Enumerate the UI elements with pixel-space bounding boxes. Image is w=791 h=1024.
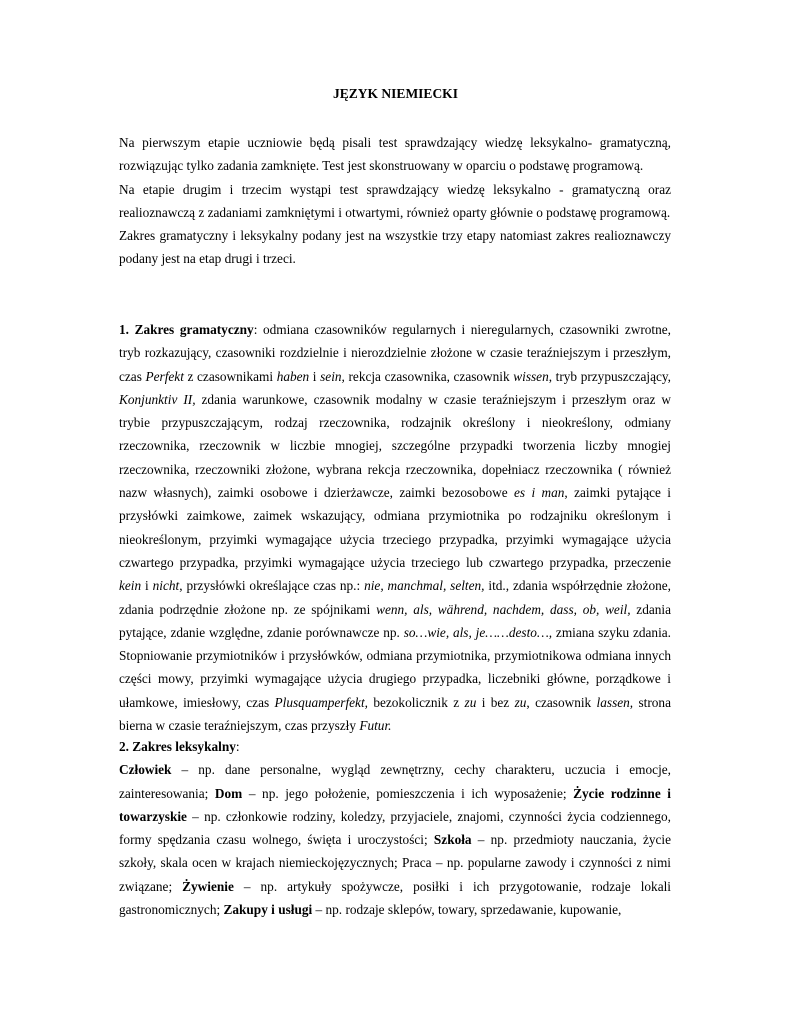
grammar-text: , czasownik <box>526 694 597 710</box>
grammar-text: i <box>309 368 321 384</box>
lexis-topic: Zakupy i usługi <box>223 902 313 918</box>
grammar-text: , przysłówki określające czas np.: <box>179 578 365 594</box>
lexis-paragraph <box>119 758 671 921</box>
lexis-colon: : <box>235 739 240 754</box>
intro-section <box>119 131 671 271</box>
lexis-text: – np. członkowie rodziny, koledzy, przyjaciele, znajomi, czynności życia codziennego, formy spędzania czasu wolnego, święta i uroczystości; <box>119 808 671 848</box>
grammar-term: Konjunktiv II, <box>119 391 196 407</box>
lexis-topic: Dom <box>214 785 243 801</box>
grammar-text: zdania warunkowe, czasownik modalny w czasie teraźniejszym i przeszłym oraz w trybie przypuszczającym, rodzaj rzeczownika, rodzajnik określony i nieokreślony, odmiany rzeczownika, rzeczownik w liczbie mnogiej, szczególne przypadki tworzenia liczby mnogiej rzeczownika, rzeczowniki złożone, wybrana rekcja rzeczownika, dopełniacz rzeczownika ( również nazw własnych), zaimki osobowe i dzierżawcze, zaimki bezosobowe <box>119 391 671 501</box>
grammar-term: lassen, <box>596 694 634 710</box>
grammar-term: wissen <box>513 368 549 384</box>
grammar-term: nie, manchmal, selten, <box>364 578 485 594</box>
lexis-text: – np. dane personalne, wygląd zewnętrzny, cechy charakteru, uczucia i emocje, zainteresowania; <box>119 762 671 801</box>
lexis-heading: 2. Zakres leksykalny <box>119 739 236 754</box>
lexis-text: – np. artykuły spożywcze, posiłki i ich przygotowanie, rodzaje lokali gastronomicznych; <box>119 878 671 918</box>
grammar-term: Futur. <box>359 718 392 734</box>
grammar-text: z czasownikami <box>183 368 277 384</box>
grammar-term: haben <box>276 368 310 384</box>
grammar-term: Perfekt <box>145 368 184 384</box>
grammar-text: zmiana szyku zdania. Stopniowanie przymiotników i przysłówków, odmiana przymiotnika, przymiotnikowa odmiana innych części mowy, przyimki wymagające użycia drugiego przypadka, liczebniki główne, porządkowe i ułamkowe, imiesłowy, czas <box>119 624 672 710</box>
grammar-heading: 1. Zakres gramatyczny <box>119 322 254 337</box>
intro-paragraph-2: Na etapie drugim i trzecim wystąpi test sprawdzający wiedzę leksykalno - gramatyczną oraz realioznawczą z zadaniami zamkniętymi i otwartymi, również oparty głównie o podstawę programową. <box>119 181 671 220</box>
grammar-text: bezokolicznik z <box>367 694 465 710</box>
lexis-topic: Szkoła <box>433 832 472 848</box>
grammar-text: zdania pytające, zdanie względne, zdanie porównawcze np. <box>119 601 672 640</box>
lexis-text: – np. rodzaje sklepów, towary, sprzedawanie, kupowanie, <box>312 902 622 918</box>
grammar-text: , tryb przypuszczający, <box>548 368 672 384</box>
grammar-text: strona bierna w czasie teraźniejszym, czas przyszły <box>119 694 671 734</box>
grammar-term: sein, <box>320 368 345 384</box>
grammar-text: : odmiana czasowników regularnych i nieregularnych, czasowniki zwrotne, tryb rozkazujący, czasowniki rozdzielnie i nierozdzielnie złożone w czasie teraźniejszym i przeszłym, czas <box>119 322 671 384</box>
lexis-heading-line <box>119 735 671 758</box>
intro-paragraph-1: Na pierwszym etapie uczniowie będą pisali test sprawdzający wiedzę leksykalno- gramatyczną, rozwiązując tylko zadania zamknięte. Test jest skonstruowany w oparciu o podstawę programową. <box>119 135 671 174</box>
grammar-term: Plusquamperfekt, <box>274 694 368 710</box>
grammar-term: kein <box>119 578 142 594</box>
grammar-section <box>119 318 671 737</box>
grammar-text: itd., zdania współrzędnie złożone, zdania podrzędnie złożone np. ze spójnikami <box>119 578 672 617</box>
grammar-term: nicht <box>152 578 180 594</box>
lexis-topic: Żywienie <box>182 878 234 894</box>
lexis-topic: Człowiek <box>119 762 172 778</box>
lexis-text: – np. przedmioty nauczania, życie szkoły, skala ocen w krajach niemieckojęzycznych; Praca – np. popularne zawody i czynności z nimi związane; <box>119 832 671 894</box>
grammar-term: es i man <box>514 485 565 501</box>
lexis-topic: Życie rodzinne i towarzyskie <box>119 785 671 824</box>
grammar-text: , zaimki pytające i przysłówki zaimkowe, zaimek wskazujący, odmiana przymiotnika po rodzajniku określonym i nieokreślonym, przyimki wymagające użycia trzeciego przypadka, przyimki wymagające użycia czwartego przypadka, przyimki wymagające użycia trzeciego lub czwartego przypadka, przeczenie <box>119 485 671 570</box>
intro-paragraph-3: Zakres gramatyczny i leksykalny podany jest na wszystkie trzy etapy natomiast zakres realioznawczy podany jest na etap drugi i trzeci. <box>119 228 671 267</box>
document-title: JĘZYK NIEMIECKI <box>333 86 458 101</box>
grammar-paragraph <box>119 318 671 737</box>
grammar-term: wenn, als, während, nachdem, dass, ob, weil, <box>376 601 631 617</box>
lexis-text: – np. jego położenie, pomieszczenia i ich wyposażenie; <box>242 785 574 801</box>
grammar-term: so…wie, als, je……desto…, <box>403 624 553 640</box>
grammar-text: rekcja czasownika, czasownik <box>344 368 514 384</box>
grammar-term: zu <box>514 694 527 710</box>
grammar-text: i <box>141 578 153 594</box>
grammar-text: i bez <box>476 694 515 710</box>
lexis-section <box>119 735 671 921</box>
grammar-term: zu <box>464 694 477 710</box>
